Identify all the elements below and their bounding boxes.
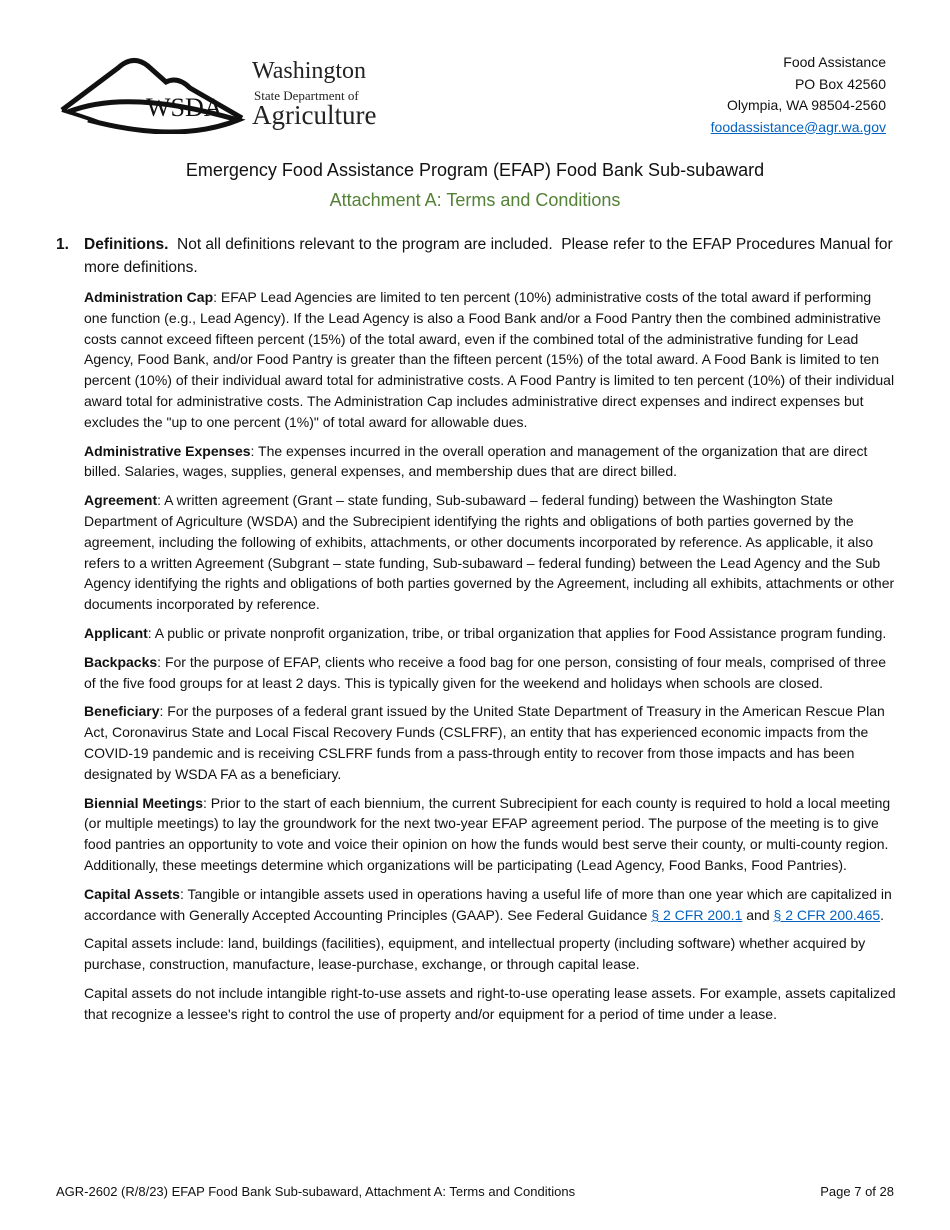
address-dept: Food Assistance xyxy=(783,54,886,70)
definition-text: : The expenses incurred in the overall operation and management of the organization that are direct billed. Salaries, wages, supplies, general expenses, and membership dues that are direct billed. xyxy=(84,442,868,480)
section-number: 1. xyxy=(56,236,69,253)
section-heading xyxy=(56,233,896,279)
definition-text: : A public or private nonprofit organization, tribe, or tribal organization that applies for Food Assistance program funding. xyxy=(147,624,887,641)
capital-assets-include-paragraph: Capital assets include: land, buildings (facilities), equipment, and intellectual property (including software) whether acquired by purchase, construction, manufacture, lease-purchase, exchange, or through capital lease. xyxy=(84,935,866,973)
definition-capital-assets xyxy=(84,884,896,926)
definition-text: and xyxy=(742,906,774,923)
definition-text: : EFAP Lead Agencies are limited to ten percent (10%) administrative costs of the total award if performing one function (e.g., Lead Agency). If the Lead Agency is also a Food Bank and/or a Food Pantry then the combined administrative costs cannot exceed fifteen percent (15%) of the total award, even if the combined total of the administrative funding for Lead Agency, Food Bank, and/or Food Pantry is greater than the fifteen percent (15%) of the total award. A Food Bank is limited to ten percent (10%) of their individual award total for administrative costs. A Food Pantry is limited to ten percent (10%) of their individual award total for administrative costs. The Administration Cap includes administrative direct expenses and indirect expenses but excludes the "up to one percent (1%)" of total award for allowable dues. xyxy=(84,289,895,430)
definition-term: Agreement xyxy=(84,492,158,509)
definition-term: Backpacks xyxy=(84,653,158,670)
cfr-200-465-link[interactable]: § 2 CFR 200.465 xyxy=(773,906,881,923)
definition-term: Administration Cap xyxy=(84,289,214,305)
definition-term: Applicant xyxy=(84,624,148,641)
definition-term: Biennial Meetings xyxy=(84,794,204,811)
logo-text-department: State Department of xyxy=(254,88,359,103)
definition-text: : A written agreement (Grant – state funding, Sub-subaward – federal funding) between the Washington State Department of Agriculture (WSDA) and the Subrecipient identifying the rights and obligations of both parties governed by the agreement, including the following of exhibits, attachments, or other documents incorporated by reference. As applicable, it also refers to a written Agreement (Subgrant – state funding, Sub-subaward – federal funding) between the Lead Agency and the Sub Agency identifying the rights and obligations of both parties governed by the Agreement, including all exhibits, attachments or other documents incorporated by reference. xyxy=(84,492,895,613)
footer-document-id: AGR-2602 (R/8/23) EFAP Food Bank Sub-subaward, Attachment A: Terms and Conditions xyxy=(56,1184,576,1199)
logo-text-agriculture: Agriculture xyxy=(252,100,377,130)
definition-administration-cap xyxy=(84,287,896,433)
capital-assets-exclude-paragraph: Capital assets do not include intangible right-to-use assets and right-to-use operating lease assets. For example, assets capitalized that recognize a lessee's right to control the use of property and/or equipment for a period of time under a lease. xyxy=(84,984,896,1022)
definition-text: : Prior to the start of each biennium, the current Subrecipient for each county is required to hold a local meeting (or multiple meetings) to lay the groundwork for the next two-year EFAP agreement period. The purpose of the meeting is to give food pantries an opportunity to vote and voice their opinion on how the funds would best serve their county, or multi-county region. Additionally, these meetings determine which organizations will be participating (Lead Agency, Food Banks, Food Pantries). xyxy=(84,794,891,873)
definition-term: Administrative Expenses xyxy=(84,442,251,459)
definition-text: : For the purpose of EFAP, clients who receive a food bag for one person, consisting of four meals, comprised of three of the five food groups for at least 2 days. This is typically given for the weekend and holidays when schools are closed. xyxy=(84,653,887,691)
document-title: Emergency Food Assistance Program (EFAP) Food Bank Sub-subaward xyxy=(185,160,765,180)
page-footer xyxy=(56,1184,894,1199)
svg-text:WSDA: WSDA xyxy=(146,93,223,122)
definition-text: : For the purposes of a federal grant issued by the United State Department of Treasury in the American Rescue Plan Act, Coronavirus State and Local Fiscal Recovery Funds (CSLFRF), an entity that has experienced economic impacts from the COVID-19 pandemic and is receiving CSLFRF funds from a pass-through entity to recover from those impacts and has been designated by WSDA FA as a beneficiary. xyxy=(84,703,885,782)
definition-backpacks xyxy=(84,652,896,694)
definition-beneficiary xyxy=(84,701,896,784)
document-subtitle: Attachment A: Terms and Conditions xyxy=(329,190,621,210)
definition-text: . xyxy=(880,906,885,923)
definition-term: Capital Assets xyxy=(84,885,180,902)
address-block xyxy=(711,52,886,138)
address-po-box: PO Box 42560 xyxy=(794,75,886,92)
definition-text: : Tangible or intangible assets used in operations having a useful life of more than one year which are capitalized in accordance with Generally Accepted Accounting Principles (GAAP). See Federal Guidance xyxy=(84,885,892,923)
logo-text-washington: Washington xyxy=(252,58,367,84)
mountain-logo-icon xyxy=(58,48,248,134)
page-number: Page 7 of 28 xyxy=(820,1184,894,1199)
definition-administrative-expenses xyxy=(84,441,896,483)
definition-term: Beneficiary xyxy=(84,703,160,720)
cfr-200-1-link[interactable]: § 2 CFR 200.1 xyxy=(651,906,743,923)
definition-applicant xyxy=(84,623,896,644)
address-city: Olympia, WA 98504-2560 xyxy=(726,97,886,113)
section-intro: Not all definitions relevant to the program are included. Please refer to the EFAP Procedures Manual for more definitions. xyxy=(84,236,898,276)
wsda-logo xyxy=(58,48,378,134)
definition-biennial-meetings xyxy=(84,793,896,876)
definition-agreement xyxy=(84,490,896,615)
email-link[interactable]: foodassistance@agr.wa.gov xyxy=(710,118,886,135)
section-title: Definitions. xyxy=(84,236,169,253)
document-body xyxy=(56,233,896,1033)
